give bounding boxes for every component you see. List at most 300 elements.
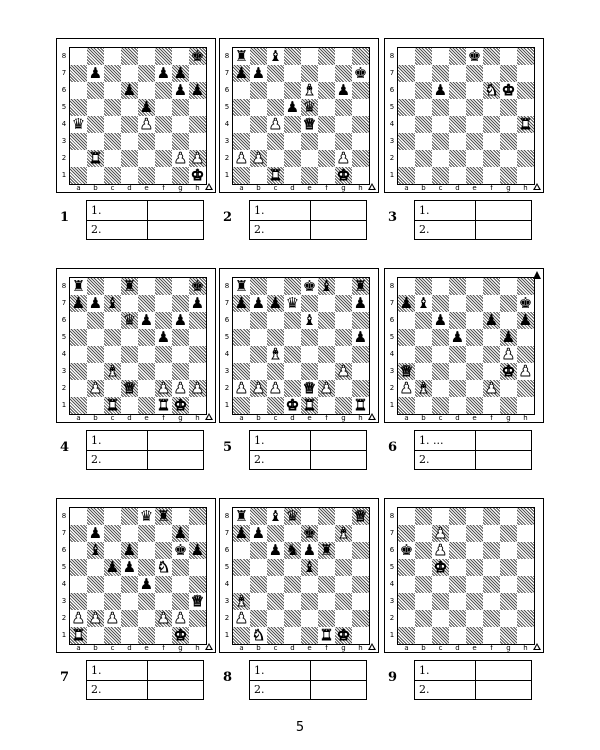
file-label: e <box>144 184 149 192</box>
square-b3 <box>415 363 432 380</box>
white-pawn-icon: ♟ <box>234 149 249 167</box>
square-a7 <box>398 65 415 82</box>
square-f3 <box>155 363 172 380</box>
square-g5 <box>500 99 517 116</box>
square-a5 <box>70 99 87 116</box>
square-c4 <box>104 346 121 363</box>
white-pawn-icon: ♟ <box>251 379 266 397</box>
answer-box[interactable] <box>86 430 204 470</box>
square-b6 <box>87 542 104 559</box>
black-pawn-icon: ♟ <box>251 524 266 542</box>
answer-row-2[interactable] <box>250 450 366 469</box>
square-g2 <box>500 150 517 167</box>
file-label: e <box>307 414 312 422</box>
square-a4 <box>70 116 87 133</box>
answer-box[interactable] <box>86 200 204 240</box>
square-b3 <box>87 133 104 150</box>
square-h8 <box>189 278 206 295</box>
square-h6 <box>517 542 534 559</box>
square-h5 <box>352 99 369 116</box>
square-e1 <box>138 397 155 414</box>
black-pawn-icon: ♟ <box>268 294 283 312</box>
square-c7 <box>104 295 121 312</box>
black-pawn-icon: ♟ <box>336 81 351 99</box>
square-d2 <box>449 380 466 397</box>
black-pawn-icon: ♟ <box>268 541 283 559</box>
square-c4 <box>104 576 121 593</box>
square-f2 <box>483 380 500 397</box>
white-knight-icon: ♞ <box>484 81 499 99</box>
square-g1 <box>335 627 352 644</box>
square-d5 <box>449 99 466 116</box>
answer-box[interactable] <box>249 660 367 700</box>
file-label: a <box>404 414 409 422</box>
square-a4 <box>398 346 415 363</box>
square-e1 <box>466 397 483 414</box>
chess-diagram <box>56 38 216 193</box>
square-f8 <box>155 508 172 525</box>
file-label: a <box>239 644 244 652</box>
square-b8 <box>250 278 267 295</box>
white-pawn-icon: ♟ <box>173 609 188 627</box>
move-number: 1. <box>91 664 102 677</box>
answer-box[interactable] <box>249 430 367 470</box>
answer-row-2[interactable] <box>250 220 366 239</box>
square-h2 <box>352 150 369 167</box>
answer-row-1[interactable] <box>415 661 531 681</box>
square-f3 <box>155 593 172 610</box>
square-f7 <box>155 525 172 542</box>
file-label: f <box>490 414 493 422</box>
file-label: f <box>162 184 165 192</box>
square-d8 <box>121 278 138 295</box>
white-queen-icon: ♛ <box>190 592 205 610</box>
square-h7 <box>352 525 369 542</box>
answer-row-2[interactable] <box>415 220 531 239</box>
square-h4 <box>189 346 206 363</box>
answer-row-1[interactable] <box>415 201 531 221</box>
black-rook-icon: ♜ <box>156 507 171 525</box>
answer-row-1[interactable] <box>87 431 203 451</box>
square-f5 <box>483 559 500 576</box>
square-d5 <box>121 329 138 346</box>
square-d3 <box>284 133 301 150</box>
rank-label: 4 <box>389 120 395 128</box>
square-d3 <box>121 593 138 610</box>
square-c7 <box>104 525 121 542</box>
square-b3 <box>87 593 104 610</box>
move-number: 1. <box>254 434 265 447</box>
square-f5 <box>483 329 500 346</box>
answer-row-2[interactable] <box>87 680 203 699</box>
square-d5 <box>284 559 301 576</box>
answer-row-2[interactable] <box>250 680 366 699</box>
answer-row-1[interactable] <box>415 431 531 451</box>
chess-board <box>232 507 370 645</box>
square-e2 <box>138 380 155 397</box>
black-bishop-icon: ♝ <box>319 277 334 295</box>
rank-label: 5 <box>389 103 395 111</box>
white-pawn-icon: ♟ <box>234 609 249 627</box>
square-c5 <box>104 99 121 116</box>
rank-label: 8 <box>389 52 395 60</box>
puzzle-2 <box>219 38 379 248</box>
chess-board <box>69 277 207 415</box>
square-c2 <box>104 380 121 397</box>
square-d2 <box>449 610 466 627</box>
rank-label: 8 <box>389 512 395 520</box>
square-d6 <box>284 82 301 99</box>
file-label: d <box>290 644 295 652</box>
square-g7 <box>172 295 189 312</box>
rank-label: 7 <box>389 299 395 307</box>
square-a5 <box>70 559 87 576</box>
square-d3 <box>449 593 466 610</box>
black-rook-icon: ♜ <box>234 277 249 295</box>
square-b4 <box>87 576 104 593</box>
answer-box[interactable] <box>249 200 367 240</box>
answer-row-2[interactable] <box>415 680 531 699</box>
rank-label: 6 <box>61 546 67 554</box>
file-label: g <box>506 644 511 652</box>
black-pawn-icon: ♟ <box>88 524 103 542</box>
square-h7 <box>352 65 369 82</box>
square-a2 <box>398 380 415 397</box>
black-pawn-icon: ♟ <box>88 294 103 312</box>
square-a3 <box>70 593 87 610</box>
black-pawn-icon: ♟ <box>234 64 249 82</box>
square-a8 <box>70 278 87 295</box>
rank-label: 2 <box>224 614 230 622</box>
black-pawn-icon: ♟ <box>71 294 86 312</box>
file-label: a <box>239 414 244 422</box>
square-f1 <box>155 167 172 184</box>
square-g7 <box>172 525 189 542</box>
rank-label: 1 <box>389 401 395 409</box>
white-knight-icon: ♞ <box>251 626 266 644</box>
square-g2 <box>172 150 189 167</box>
black-pawn-icon: ♟ <box>251 64 266 82</box>
answer-box[interactable] <box>86 660 204 700</box>
answer-row-2[interactable] <box>415 450 531 469</box>
puzzle-8 <box>219 498 379 708</box>
square-d4 <box>449 576 466 593</box>
square-b2 <box>250 150 267 167</box>
square-e2 <box>466 380 483 397</box>
square-h8 <box>517 278 534 295</box>
puzzle-number: 5 <box>223 440 233 455</box>
chess-board <box>69 507 207 645</box>
square-a8 <box>233 48 250 65</box>
square-c4 <box>267 576 284 593</box>
square-g8 <box>335 48 352 65</box>
square-g5 <box>335 559 352 576</box>
square-h1 <box>189 397 206 414</box>
square-c8 <box>104 508 121 525</box>
white-pawn-icon: ♟ <box>336 362 351 380</box>
square-c3 <box>104 363 121 380</box>
square-e2 <box>301 380 318 397</box>
file-label: b <box>256 644 261 652</box>
rank-label: 6 <box>389 546 395 554</box>
square-a8 <box>233 278 250 295</box>
square-f7 <box>483 525 500 542</box>
square-h3 <box>517 363 534 380</box>
square-d4 <box>121 116 138 133</box>
file-label: g <box>341 414 346 422</box>
square-f3 <box>318 593 335 610</box>
square-h5 <box>517 559 534 576</box>
white-pawn-icon: ♟ <box>433 524 448 542</box>
square-a3 <box>398 363 415 380</box>
white-king-icon: ♚ <box>285 396 300 414</box>
rank-label: 3 <box>389 137 395 145</box>
file-label: e <box>472 414 477 422</box>
chess-diagram <box>219 38 379 193</box>
black-king-icon: ♚ <box>399 541 414 559</box>
file-label: d <box>455 414 460 422</box>
white-pawn-icon: ♟ <box>336 149 351 167</box>
black-pawn-icon: ♟ <box>433 81 448 99</box>
square-a5 <box>233 99 250 116</box>
square-a5 <box>398 559 415 576</box>
square-e4 <box>138 346 155 363</box>
black-queen-icon: ♛ <box>122 311 137 329</box>
square-f5 <box>318 329 335 346</box>
file-label: b <box>421 414 426 422</box>
square-b1 <box>415 397 432 414</box>
move-number: 2. <box>91 683 102 696</box>
square-e2 <box>138 150 155 167</box>
black-bishop-icon: ♝ <box>302 558 317 576</box>
chess-diagram <box>384 498 544 653</box>
square-h4 <box>352 576 369 593</box>
white-king-icon: ♚ <box>336 626 351 644</box>
file-label: d <box>127 184 132 192</box>
black-king-icon: ♚ <box>518 294 533 312</box>
black-pawn-icon: ♟ <box>139 98 154 116</box>
square-e8 <box>466 48 483 65</box>
square-g4 <box>335 576 352 593</box>
square-f8 <box>483 278 500 295</box>
square-a4 <box>398 116 415 133</box>
white-king-icon: ♚ <box>501 81 516 99</box>
square-c6 <box>104 82 121 99</box>
square-g2 <box>500 610 517 627</box>
square-d7 <box>449 295 466 312</box>
answer-box[interactable] <box>414 200 532 240</box>
rank-label: 5 <box>224 333 230 341</box>
file-label: a <box>76 414 81 422</box>
puzzle-6 <box>384 268 544 478</box>
square-h8 <box>352 278 369 295</box>
white-pawn-icon: ♟ <box>268 379 283 397</box>
square-b3 <box>87 363 104 380</box>
square-c6 <box>432 82 449 99</box>
square-f5 <box>155 99 172 116</box>
square-c2 <box>267 610 284 627</box>
square-f8 <box>155 278 172 295</box>
black-pawn-icon: ♟ <box>190 541 205 559</box>
square-g6 <box>335 312 352 329</box>
square-a2 <box>233 380 250 397</box>
black-pawn-icon: ♟ <box>173 81 188 99</box>
rank-label: 8 <box>224 512 230 520</box>
square-e1 <box>138 167 155 184</box>
square-b4 <box>250 576 267 593</box>
square-h2 <box>189 150 206 167</box>
square-e1 <box>466 627 483 644</box>
square-a1 <box>70 627 87 644</box>
square-d2 <box>284 150 301 167</box>
square-c1 <box>432 397 449 414</box>
square-c2 <box>104 150 121 167</box>
chess-board <box>69 47 207 185</box>
file-label: a <box>404 184 409 192</box>
rank-label: 2 <box>61 154 67 162</box>
rank-label: 6 <box>224 316 230 324</box>
answer-row-1[interactable] <box>87 661 203 681</box>
square-c1 <box>104 627 121 644</box>
file-label: c <box>273 644 278 652</box>
black-rook-icon: ♜ <box>234 507 249 525</box>
square-a7 <box>233 295 250 312</box>
square-g2 <box>335 380 352 397</box>
square-b3 <box>250 593 267 610</box>
black-pawn-icon: ♟ <box>450 328 465 346</box>
square-h1 <box>517 397 534 414</box>
square-c7 <box>267 295 284 312</box>
white-rook-icon: ♜ <box>518 115 533 133</box>
answer-row-1[interactable] <box>87 201 203 221</box>
square-d6 <box>449 542 466 559</box>
square-b1 <box>415 627 432 644</box>
move-number: 2. <box>254 223 265 236</box>
square-f6 <box>483 542 500 559</box>
square-b4 <box>415 576 432 593</box>
square-c8 <box>432 278 449 295</box>
black-bishop-icon: ♝ <box>268 47 283 65</box>
square-g4 <box>335 346 352 363</box>
square-e8 <box>138 48 155 65</box>
square-g1 <box>500 627 517 644</box>
file-label: d <box>455 644 460 652</box>
rank-label: 2 <box>61 614 67 622</box>
square-f6 <box>483 312 500 329</box>
white-pawn-icon: ♟ <box>173 149 188 167</box>
answer-row-2[interactable] <box>87 450 203 469</box>
file-label: a <box>76 644 81 652</box>
square-f2 <box>155 380 172 397</box>
square-f7 <box>155 65 172 82</box>
square-a3 <box>233 363 250 380</box>
square-f2 <box>318 610 335 627</box>
square-c5 <box>104 559 121 576</box>
square-c1 <box>267 397 284 414</box>
answer-box[interactable] <box>414 660 532 700</box>
square-d7 <box>284 295 301 312</box>
black-rook-icon: ♜ <box>71 277 86 295</box>
black-king-icon: ♚ <box>353 64 368 82</box>
square-c1 <box>267 167 284 184</box>
square-f8 <box>483 48 500 65</box>
white-king-icon: ♚ <box>433 558 448 576</box>
square-f4 <box>318 116 335 133</box>
rank-label: 6 <box>224 86 230 94</box>
square-b6 <box>87 312 104 329</box>
square-b4 <box>87 346 104 363</box>
square-b1 <box>87 167 104 184</box>
rank-label: 3 <box>224 367 230 375</box>
square-d8 <box>449 508 466 525</box>
white-bishop-icon: ♝ <box>416 379 431 397</box>
square-h8 <box>517 48 534 65</box>
square-e1 <box>138 627 155 644</box>
square-b5 <box>415 329 432 346</box>
rank-label: 8 <box>389 282 395 290</box>
rank-label: 3 <box>224 597 230 605</box>
file-label: b <box>421 184 426 192</box>
black-king-icon: ♚ <box>190 47 205 65</box>
puzzle-number: 4 <box>60 440 70 455</box>
square-h7 <box>189 525 206 542</box>
white-bishop-icon: ♝ <box>268 345 283 363</box>
black-bishop-icon: ♝ <box>88 541 103 559</box>
square-e7 <box>138 525 155 542</box>
white-triangle-icon <box>533 643 541 650</box>
black-pawn-icon: ♟ <box>234 294 249 312</box>
square-f1 <box>483 397 500 414</box>
square-h4 <box>189 576 206 593</box>
square-h8 <box>189 508 206 525</box>
square-a1 <box>233 397 250 414</box>
black-pawn-icon: ♟ <box>156 328 171 346</box>
answer-divider <box>475 661 476 699</box>
square-e4 <box>466 116 483 133</box>
answer-row-1[interactable] <box>250 661 366 681</box>
square-g5 <box>172 99 189 116</box>
answer-row-1[interactable] <box>250 201 366 221</box>
square-a3 <box>233 133 250 150</box>
square-c5 <box>432 329 449 346</box>
square-a3 <box>70 363 87 380</box>
square-a8 <box>233 508 250 525</box>
black-king-icon: ♚ <box>467 47 482 65</box>
file-label: g <box>178 414 183 422</box>
chess-diagram <box>56 498 216 653</box>
square-c3 <box>432 593 449 610</box>
white-triangle-icon <box>205 183 213 190</box>
square-h1 <box>352 627 369 644</box>
answer-row-2[interactable] <box>87 220 203 239</box>
black-queen-icon: ♛ <box>285 294 300 312</box>
answer-box[interactable] <box>414 430 532 470</box>
square-c5 <box>432 559 449 576</box>
file-label: h <box>195 644 200 652</box>
square-b4 <box>250 346 267 363</box>
file-label: h <box>195 184 200 192</box>
square-b5 <box>250 559 267 576</box>
answer-row-1[interactable] <box>250 431 366 451</box>
square-a5 <box>233 329 250 346</box>
square-f3 <box>155 133 172 150</box>
square-h7 <box>517 525 534 542</box>
move-number: 1. <box>91 434 102 447</box>
square-b7 <box>87 65 104 82</box>
rank-label: 2 <box>389 614 395 622</box>
square-b8 <box>415 278 432 295</box>
rank-label: 2 <box>224 154 230 162</box>
